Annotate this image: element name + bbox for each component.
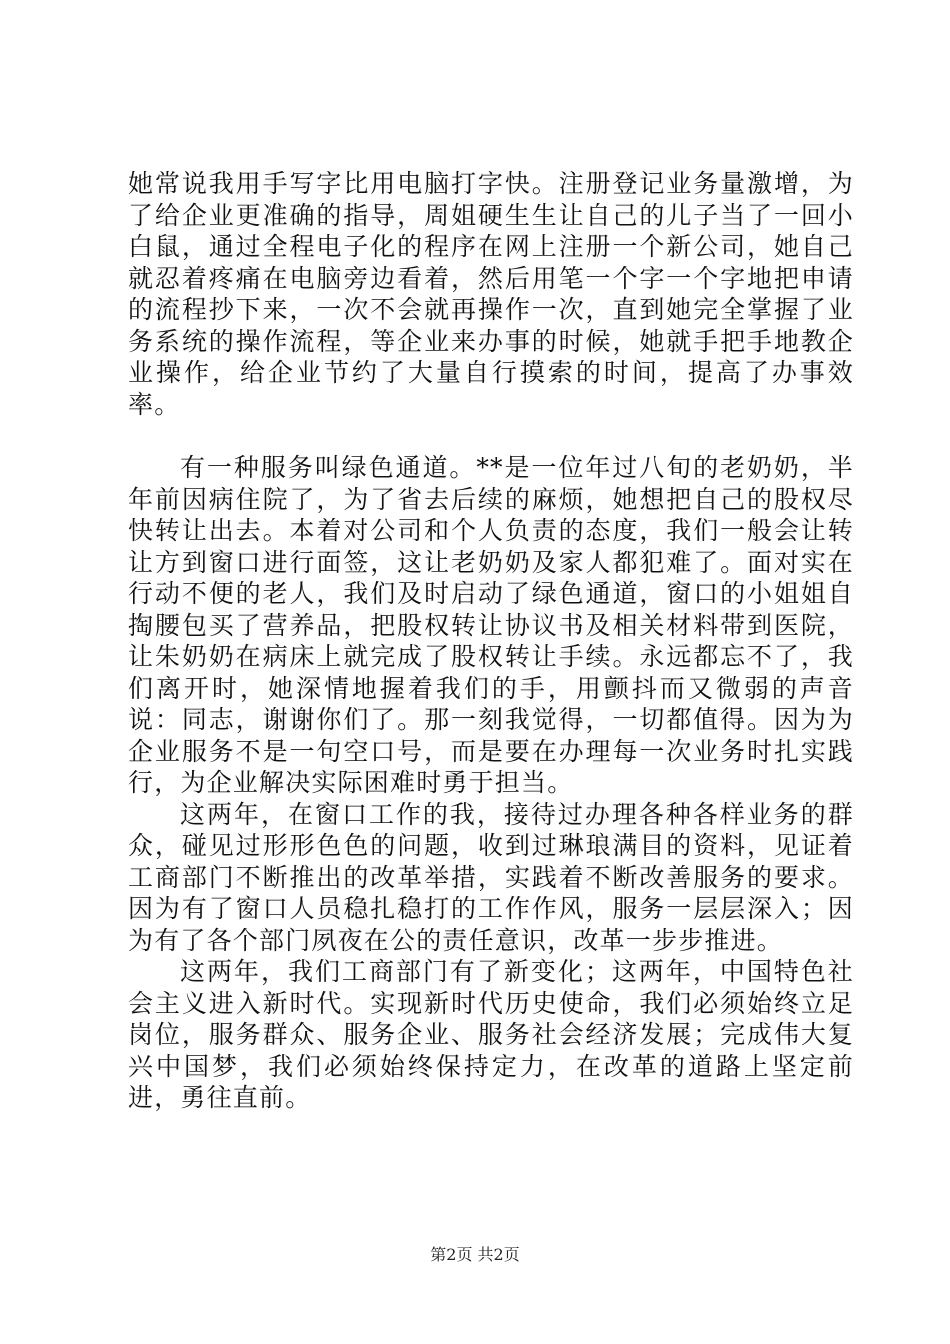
document-body [128,168,854,1114]
paragraph-2: 有一种服务叫绿色通道。**是一位年过八旬的老奶奶，半年前因病住院了，为了省去后续的麻烦，她想把自己的股权尽快转让出去。本着对公司和个人负责的态度，我们一般会让转让方到窗口进行面签，这让老奶奶及家人都犯难了。面对实在行动不便的老人，我们及时启动了绿色通道，窗口的小姐姐自掏腰包买了营养品，把股权转让协议书及相关材料带到医院，让朱奶奶在病床上就完成了股权转让手续。永远都忘不了，我们离开时，她深情地握着我们的手，用颤抖而又微弱的声音说：同志，谢谢你们了。那一刻我觉得，一切都值得。因为为企业服务不是一句空口号，而是要在办理每一次业务时扎实践行，为企业解决实际困难时勇于担当。 [128,453,854,797]
paragraph-3: 这两年，在窗口工作的我，接待过办理各种各样业务的群众，碰见过形形色色的问题，收到过琳琅满目的资料，见证着工商部门不断推出的改革举措，实践着不断改善服务的要求。因为有了窗口人员稳扎稳打的工作作风，服务一层层深入；因为有了各个部门夙夜在公的责任意识，改革一步步推进。 [128,799,854,955]
page-number-footer: 第2页 共2页 [430,1245,520,1264]
paragraph-1: 她常说我用手写字比用电脑打字快。注册登记业务量激增，为了给企业更准确的指导，周姐硬生生让自己的儿子当了一回小白鼠，通过全程电子化的程序在网上注册一个新公司，她自己就忍着疼痛在电脑旁边看着，然后用笔一个字一个字地把申请的流程抄下来，一次不会就再操作一次，直到她完全掌握了业务系统的操作流程，等企业来办事的时候，她就手把手地教企业操作，给企业节约了大量自行摸索的时间，提高了办事效率。 [128,169,854,419]
paragraph-4: 这两年，我们工商部门有了新变化；这两年，中国特色社会主义进入新时代。实现新时代历史使命，我们必须始终立足岗位，服务群众、服务企业、服务社会经济发展；完成伟大复兴中国梦，我们必须始终保持定力，在改革的道路上坚定前进，勇往直前。 [128,957,854,1112]
